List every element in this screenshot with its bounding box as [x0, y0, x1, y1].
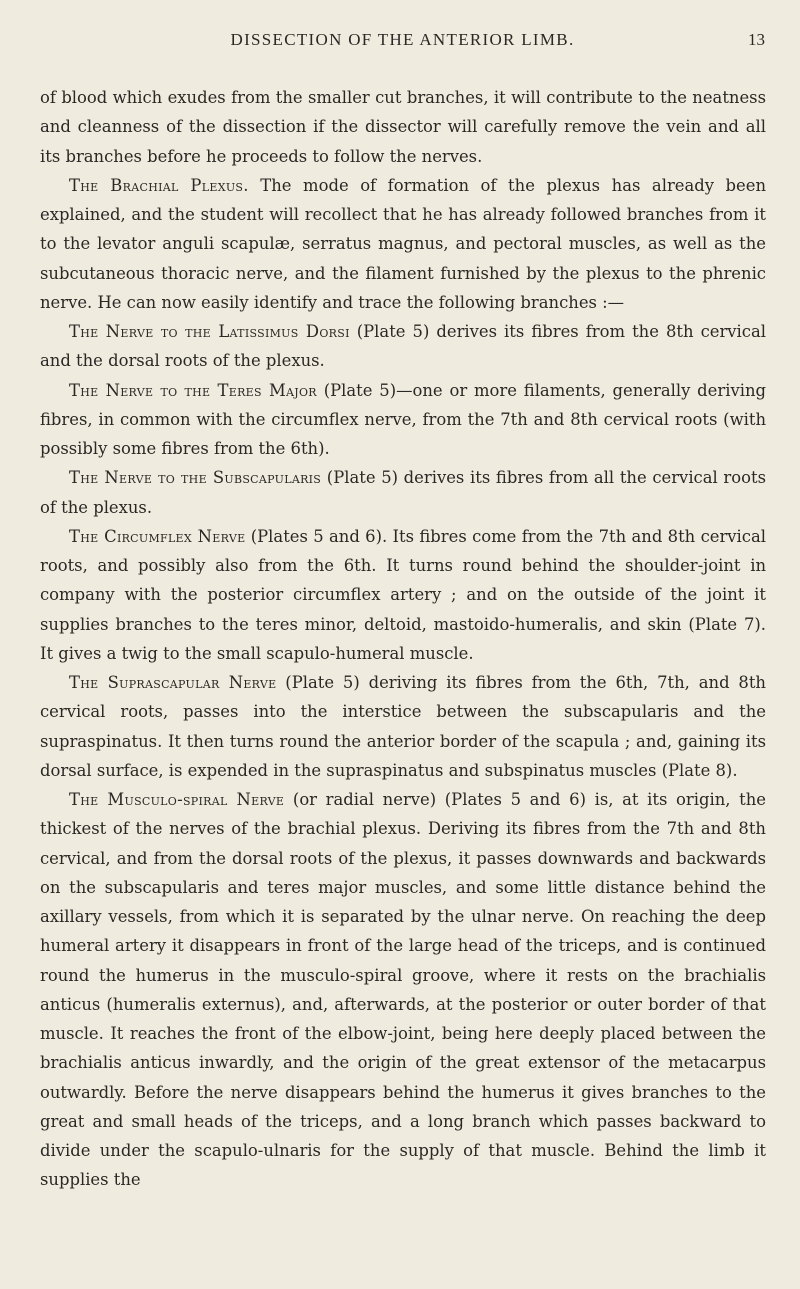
paragraph-text: (or radial nerve) (Plates 5 and 6) is, at its origin, the thickest of the nerves of the brachial plexus. Deriving its fibres from the 7th and 8th cervical, and from the dorsal roots of the plexus, it passes downwards and backwards on the subscapularis and teres major muscles, and some little distance behind the axillary vessels, from which it is separated by the ulnar nerve. On reaching the deep humeral artery it disappears in front of the large head of the triceps, and is continued round the humerus in the musculo-spiral groove, where it rests on the brachialis anticus (humeralis externus), and, afterwards, at the posterior or outer border of that muscle. It reaches the front of the elbow-joint, being here deeply placed between the brachialis anticus inwardly, and the origin of the great extensor of the metacarpus outwardly. Before the nerve disappears behind the humerus it gives branches to the great and small heads of the triceps, and a long branch which passes backward to divide under the scapulo-ulnaris for the supply of that muscle. Behind the limb it supplies the	[40, 790, 766, 1190]
paragraph-lead: The Nerve to the Subscapularis	[69, 468, 322, 488]
paragraph-text: of blood which exudes from the smaller cut branches, it will contribute to the neatness and cleanness of the dissection if the dissector will carefully remove the vein and all its branches before he proceeds to follow the nerves.	[40, 88, 766, 166]
paragraph-lead: The Nerve to the Latissimus Dorsi	[69, 322, 350, 341]
paragraph-text: The mode of formation of the plexus has already been explained, and the student will recollect that he has already followed branches from it to the levator anguli scapulæ, serratus magnus, and pectoral muscles, as well as the subcutaneous thoracic nerve, and the filament furnished by the plexus to the phrenic nerve. He can now easily identify and trace the following branches :—	[40, 175, 766, 312]
paragraph	[40, 171, 766, 317]
paragraph	[40, 317, 766, 376]
paragraph	[40, 463, 766, 522]
paragraph	[40, 376, 766, 464]
body-text	[40, 83, 766, 1195]
paragraph-lead: The Nerve to the Teres Major	[69, 380, 317, 400]
page-number: 13	[748, 30, 765, 49]
paragraph-text: (Plate 5)—one or more filaments, generally deriving fibres, in common with the circumflex nerve, from the 7th and 8th cervical roots (with possibly some fibres from the 6th).	[40, 380, 766, 458]
paragraph	[40, 522, 766, 668]
running-head: DISSECTION OF THE ANTERIOR LIMB.	[230, 30, 575, 49]
paragraph-text: (Plate 5) derives its fibres from all the cervical roots of the plexus.	[40, 468, 766, 517]
paragraph-text: (Plates 5 and 6). Its fibres come from the 7th and 8th cervical roots, and possibly also from the 6th. It turns round behind the shoulder-joint in company with the posterior circumflex artery ; and on the outside of the joint it supplies branches to the teres minor, deltoid, mastoido-humeralis, and skin (Plate 7). It gives a twig to the small scapulo-humeral muscle.	[40, 526, 766, 663]
paragraph-text: (Plate 5) derives its fibres from the 8th cervical and the dorsal roots of the plexus.	[40, 322, 766, 371]
paragraph-lead: The Circumflex Nerve	[69, 526, 246, 546]
paragraph	[40, 785, 766, 1195]
page-header	[40, 30, 765, 54]
paragraph-lead: The Brachial Plexus.	[69, 175, 249, 195]
paragraph	[40, 668, 766, 785]
paragraph	[40, 83, 766, 171]
paragraph-text: (Plate 5) deriving its fibres from the 6th, 7th, and 8th cervical roots, passes into the interstice between the subscapularis and the supraspinatus. It then turns round the anterior border of the scapula ; and, gaining its dorsal surface, is expended in the supraspinatus and subspinatus muscles (Plate 8).	[40, 673, 766, 780]
paragraph-lead: The Suprascapular Nerve	[69, 673, 277, 692]
paragraph-lead: The Musculo-spiral Nerve	[69, 790, 285, 809]
